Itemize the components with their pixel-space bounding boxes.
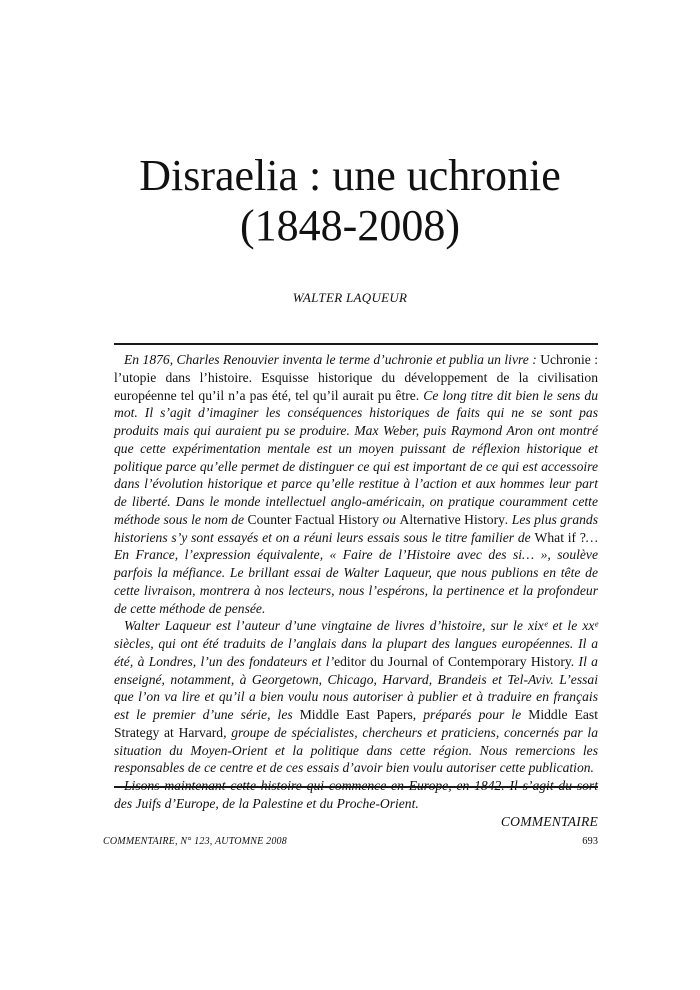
p3-text: Lisons maintenant cette histoire qui commence en Europe, en 1842. Il s’agit du sort des Juifs d’Europe, de la Palestine et du Proche-Orient.	[114, 778, 598, 811]
century-20: xxᵉ	[582, 618, 598, 634]
journal-name: editor du Journal of Contemporary History.	[334, 653, 575, 669]
abstract-paragraph-1	[114, 351, 598, 617]
p2-prepares: , préparés pour le	[412, 707, 529, 722]
term-middle-east-strategy: Middle East Strategy at Harvard	[114, 707, 598, 740]
footer-journal-issue: COMMENTAIRE, N° 123, AUTOMNE 2008	[103, 836, 287, 847]
p1-end: … En France, l’expression équivalente, « Faire de l’Histoire avec des si… », soulève parfois la méfiance. Le brillant essai de Walter Laqueur, que nous publions en tête de cette livraison, montrera à nos lecteurs, nous l’espérons, la pertinence et la profondeur de cette méthode de pensée.	[114, 529, 599, 616]
bottom-rule	[114, 786, 598, 788]
term-what-if: What if ?	[534, 529, 586, 545]
p2-intro: Walter Laqueur est l’auteur d’une vingtaine de livres d’histoire, sur le	[124, 618, 528, 634]
p1-ou: ou	[379, 511, 400, 527]
top-rule	[114, 343, 598, 345]
p2-middle: Il a enseigné, notamment, à Georgetown, Chicago, Harvard, Brandeis et Tel-Aviv. L’essai que l’on va lire et qu’il a bien voulu nous autoriser à publier et à traduire en français est le premier d’une série, les	[114, 653, 598, 722]
century-19: xixᵉ	[527, 618, 548, 634]
abstract-signature: COMMENTAIRE	[500, 813, 598, 829]
p1-middle: . Les plus grands historiens s’y sont essayés et on a réuni leurs essais sous le titre familier de	[114, 511, 599, 545]
p2-end: , groupe de spécialistes, chercheurs et praticiens, concernés par la situation du Moyen-Orient et la politique dans cette région. Nous remercions les responsables de ce centre et de ces essais d’avoir bien voulu autoriser cette publication.	[114, 724, 598, 776]
book-title: Uchronie : l’utopie dans l’histoire. Esquisse historique du développement de la civilisation européenne tel qu’il n’a pas été, tel qu’il aurait pu être.	[114, 352, 598, 403]
author-name: WALTER LAQUEUR	[292, 290, 408, 305]
article-title-line-2: (1848-2008)	[240, 201, 460, 250]
abstract-paragraph-2	[114, 617, 598, 777]
footer-page-number: 693	[582, 836, 598, 847]
term-middle-east-papers: Middle East Papers	[299, 707, 413, 722]
editorial-abstract	[114, 351, 598, 830]
p1-body: Ce long titre dit bien le sens du mot. Il s’agit d’imaginer les conséquences historiques de faits qui ne se sont pas produits mais qui auraient pu se produire. Max Weber, puis Raymond Aron ont montré que cette expérimentation mentale est un moyen puissant de réflexion historique et politique parce qu’elle permet de distinguer ce qui est important de ce qui est accessoire dans l’évolution historique et parce qu’elle restitue à l’action et aux hommes leur part de liberté. Dans le monde intellectuel anglo-américain, on pratique couramment cette méthode sous le nom de	[114, 387, 598, 527]
article-title-line-1: Disraelia : une uchronie	[139, 151, 561, 200]
term-alternative-history: Alternative History	[399, 511, 505, 527]
abstract-paragraph-3	[114, 777, 598, 813]
p1-intro: En 1876, Charles Renouvier inventa le terme d’uchronie et publia un livre :	[124, 352, 541, 367]
p2-et: et le	[547, 618, 583, 634]
p2-body: siècles, qui ont été traduits de l’anglais dans la plupart des langues européennes. Il a été, à Londres, l’un des fondateurs et l’	[114, 636, 598, 669]
term-counter-factual: Counter Factual History	[247, 511, 380, 527]
